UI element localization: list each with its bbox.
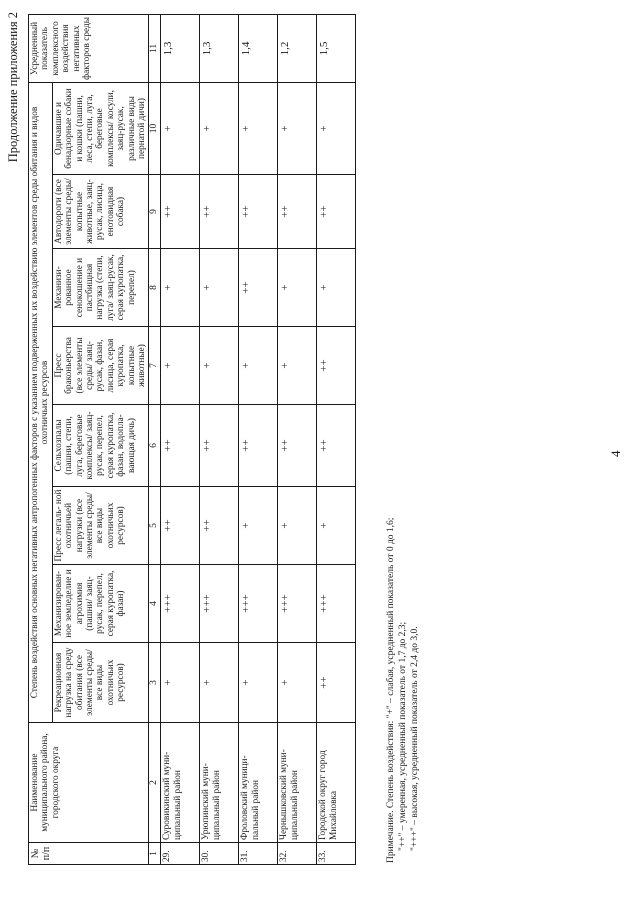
impact-value: ++	[200, 487, 239, 565]
row-number: 29.	[161, 843, 200, 865]
column-index: 10	[149, 82, 161, 174]
impact-value: +	[278, 327, 317, 405]
column-index: 3	[149, 643, 161, 723]
district-name: Фроловский муници- пальный район	[239, 723, 278, 843]
impact-value: +	[239, 327, 278, 405]
table-row	[200, 14, 239, 864]
average-value: 1,4	[239, 14, 278, 82]
impact-value: ++	[161, 175, 200, 249]
factor-header: Пресс браконьерства (все элементы среды/ заяц- русак, фазан, лисица, серая куропатка, копытные животные)	[52, 327, 149, 405]
factor-header: Сельхозпалы (пашни, степи, луга, береговые комплексы/ заяц-русак, перепел, серая куропатка, фазан, водопла- вающая дичь)	[52, 405, 149, 487]
impact-value: +	[161, 327, 200, 405]
impact-value: ++	[278, 405, 317, 487]
row-number: 30.	[200, 843, 239, 865]
impact-value: +++	[200, 565, 239, 643]
average-value: 1,3	[161, 14, 200, 82]
column-index: 11	[149, 14, 161, 82]
table-row	[239, 14, 278, 864]
row-number: 31.	[239, 843, 278, 865]
column-index: 8	[149, 249, 161, 327]
impact-value: +	[278, 643, 317, 723]
column-index: 6	[149, 405, 161, 487]
impact-value: ++	[317, 327, 356, 405]
factor-header: Рекреационная нагрузка на среду обитания (все элементы среды/ все виды охотничьих ресурсов)	[52, 643, 149, 723]
column-index: 9	[149, 175, 161, 249]
column-index: 5	[149, 487, 161, 565]
impact-value: ++	[161, 405, 200, 487]
header-row-top	[29, 14, 53, 864]
average-value: 1,3	[200, 14, 239, 82]
note-block	[386, 518, 422, 863]
impact-value: +	[317, 82, 356, 174]
impact-value: ++	[317, 175, 356, 249]
impact-value: ++	[317, 405, 356, 487]
impact-value: +++	[161, 565, 200, 643]
impact-value: ++	[239, 405, 278, 487]
row-number: 32.	[278, 843, 317, 865]
note-line: "+++" – высокая, усредненный показатель от 2,4 до 3,0.	[409, 626, 420, 851]
column-index-row	[149, 14, 161, 864]
factor-header: Механизирован- ное земледелие и агрохимия (пашни/ заяц- русак, перепел, серая куропатка, фазан)	[52, 565, 149, 643]
impact-value: ++	[200, 175, 239, 249]
impact-value: +	[161, 249, 200, 327]
impact-value: ++	[317, 643, 356, 723]
column-index: 1	[149, 843, 161, 865]
impact-value: +	[317, 249, 356, 327]
impact-value: +	[239, 643, 278, 723]
impact-value: +	[278, 487, 317, 565]
district-name: Городской округ город Михайловка	[317, 723, 356, 843]
impact-value: +	[239, 82, 278, 174]
impact-value: +	[200, 327, 239, 405]
factor-header: Механизи- рованное сенокошение и пастбищная нагрузка (степи, луга/ заяц-русак, серая куропатка, перепел)	[52, 249, 149, 327]
impact-value: ++	[239, 175, 278, 249]
impact-value: ++	[278, 175, 317, 249]
impact-value: +	[200, 643, 239, 723]
group-header: Степень воздействия основных негативных антропогенных факторов с указанием подверженных их воздействию элементов среды обитания и видов охотничьих ресурсов	[29, 82, 53, 722]
impact-value: +	[317, 487, 356, 565]
note-line: Примечание. Степень воздействия: "+" – слабая, усредненный показатель от 0 до 1,6;	[386, 517, 396, 863]
column-index: 7	[149, 327, 161, 405]
impact-value: ++	[200, 405, 239, 487]
impact-value: +	[200, 82, 239, 174]
col-number-header: № п/п	[29, 843, 149, 865]
appendix-label: Продолжение приложения 2	[6, 12, 20, 163]
impact-value: +++	[239, 565, 278, 643]
impact-value: +	[239, 487, 278, 565]
table-row	[278, 14, 317, 864]
note-line: "++" – умеренная, усредненный показатель от 1,7 до 2,3;	[397, 621, 408, 851]
col-name-header: Наименование муниципального района, городского округа	[29, 723, 149, 843]
average-value: 1,5	[317, 14, 356, 82]
column-index: 2	[149, 723, 161, 843]
impact-value: ++	[239, 249, 278, 327]
impact-value: +	[278, 249, 317, 327]
impact-value: +	[161, 643, 200, 723]
impact-value: +	[161, 82, 200, 174]
column-index: 4	[149, 565, 161, 643]
factor-header: Автодороги (все элементы среды/ копытные животные, заяц-русак, лисица, енотовидная собака)	[52, 175, 149, 249]
row-number: 33.	[317, 843, 356, 865]
district-name: Чернышковский муни- ципальный район	[278, 723, 317, 843]
district-name: Урюпинский муни- ципальный район	[200, 723, 239, 843]
factor-header: Одичавшие и бенадзорные собаки и кошки (пашни, леса, степи, луга, береговые комплексы/ косули, заяц-русак, различные виды пернатой дичи)	[52, 82, 149, 174]
page-number: 4	[608, 450, 623, 457]
impact-table	[28, 14, 356, 865]
table-row	[317, 14, 356, 864]
impact-value: ++	[161, 487, 200, 565]
district-name: Суровикинский муни- ципальный район	[161, 723, 200, 843]
average-value: 1,2	[278, 14, 317, 82]
table-row	[161, 14, 200, 864]
col-avg-header: Усредненный показатель комплексного воздействия негативных факторов среды	[29, 14, 149, 82]
impact-value: +	[278, 82, 317, 174]
impact-value: +	[200, 249, 239, 327]
factor-header: Пресс легаль- ной охотничьей нагрузки (все элементы среды/ все виды охотничьих ресурсов)	[52, 487, 149, 565]
impact-value: +++	[278, 565, 317, 643]
impact-value: +++	[317, 565, 356, 643]
